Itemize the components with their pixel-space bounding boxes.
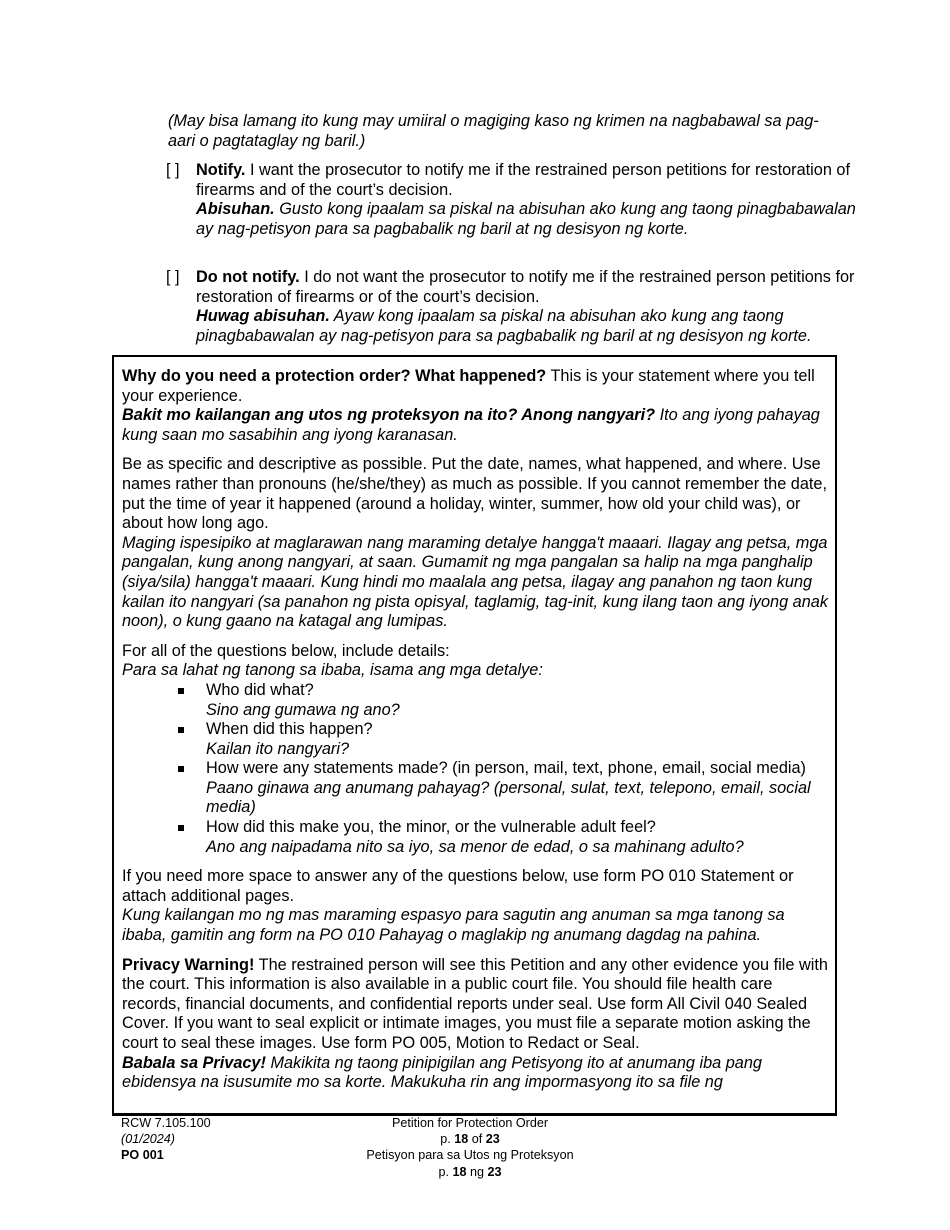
statement-box xyxy=(112,355,837,1116)
list-item: How were any statements made? (in person, mail, text, phone, email, social media) Paano ginawa ang anumang pahayag? (personal, sulat, text, telepono, email, social media) xyxy=(178,759,830,818)
list-item: Who did what? Sino ang gumawa ng ano? xyxy=(178,681,830,720)
footer-page-tl: p. 18 ng 23 xyxy=(438,1164,502,1179)
privacy-tl: Makikita ng taong pinipigilan ang Petisyong ito at anumang iba pang ebidensya na isusumite mo sa korte. Makukuha rin ang impormasyong ito sa file ng xyxy=(122,1053,762,1092)
footer-center xyxy=(320,1115,620,1180)
notify-title: Notify. xyxy=(196,161,246,179)
list-item: How did this make you, the minor, or the vulnerable adult feel? Ano ang naipadama nito sa iyo, sa menor de edad, o sa mahinang adulto? xyxy=(178,818,830,857)
footer-date: (01/2024) xyxy=(121,1132,175,1147)
do-not-notify-text: I do not want the prosecutor to notify me if the restrained person petitions for restoration of firearms or of the court’s decision. xyxy=(196,268,855,306)
privacy-warning xyxy=(122,956,830,1093)
footer-title-tl: Petisyon para sa Utos ng Proteksyon xyxy=(366,1148,574,1163)
space-en: If you need more space to answer any of the questions below, use form PO 010 Statement or attach additional pages. xyxy=(122,867,794,905)
questions-intro xyxy=(122,642,830,681)
heading-tl-rest: Ito ang iyong pahayag kung saan mo sasabihin ang iyong karanasan. xyxy=(122,406,820,444)
footer-left xyxy=(121,1115,321,1164)
specific-instructions xyxy=(122,455,830,631)
privacy-title-tl: Babala sa Privacy! xyxy=(122,1053,266,1072)
space-tl: Kung kailangan mo ng mas maraming espasyo para sagutin ang anuman sa mga tanong sa ibaba, gamitin ang form na PO 010 Pahayag o maglakip ng anumang dagdag na pahina. xyxy=(122,906,785,945)
questions-list xyxy=(122,681,830,857)
heading-en-rest: This is your statement where you tell your experience. xyxy=(122,367,815,405)
do-not-notify-title-tl: Huwag abisuhan. xyxy=(196,307,330,326)
privacy-title-en: Privacy Warning! xyxy=(122,955,255,974)
heading-tl: Bakit mo kailangan ang utos ng proteksyon na ito? Anong nangyari? xyxy=(122,406,656,425)
footer-rcw: RCW 7.105.100 xyxy=(121,1116,211,1130)
intro-note: (May bisa lamang ito kung may umiiral o magiging kaso ng krimen na nagbabawal sa pag-aari o pagtataglay ng baril.) xyxy=(168,112,819,150)
specific-tl: Maging ispesipiko at maglarawan nang maraming detalye hangga't maaari. Ilagay ang petsa, mga pangalan, kung anong nangyari, at saan. Gumamit ng mga pangalan sa halip na mga panghalip (siya/sila) hangga't maaari. Kung hindi mo maalala ang petsa, ilagay ang panahon ng taon kung kailan ito nangyari (sa panahon ng pista opisyal, taglamig, tag-init, kung ilang taon ang iyong anak noon), o kung gaano na katagal ang lumipas. xyxy=(122,533,828,631)
specific-en: Be as specific and descriptive as possible. Put the date, names, what happened, and where. Use names rather than pronouns (he/she/they) as much as possible. If you cannot remember the date, put the time of year it happened (around a holiday, winter, summer, how old your child was), or about how long ago. xyxy=(122,455,828,533)
do-not-notify-text-tl: Ayaw kong ipaalam sa piskal na abisuhan ako kung ang taong pinagbabawalan ay nag-petisyon para sa pagbabalik ng baril at ng desisyon ng korte. xyxy=(196,307,812,345)
privacy-en: The restrained person will see this Petition and any other evidence you file with the court. This information is also available in a public court file. You should file health care records, financial documents, and confidential reports under seal. Use form All Civil 040 Sealed Cover. If you want to seal explicit or intimate images, you must file a separate motion asking the court to seal these images. Use form PO 005, Motion to Redact or Seal. xyxy=(122,955,828,1052)
footer-form-number: PO 001 xyxy=(121,1148,164,1163)
do-not-notify-option xyxy=(166,268,856,346)
do-not-notify-checkbox[interactable]: [ ] xyxy=(166,268,180,286)
questions-intro-en: For all of the questions below, include details: xyxy=(122,641,450,660)
notify-text: I want the prosecutor to notify me if the restrained person petitions for restoration of firearms and of the court’s decision. xyxy=(196,161,850,199)
notify-title-tl: Abisuhan. xyxy=(196,200,275,219)
more-space-note xyxy=(122,867,830,945)
footer-page-en: p. 18 of 23 xyxy=(440,1132,500,1147)
footer-title-en: Petition for Protection Order xyxy=(391,1116,549,1130)
heading-en: Why do you need a protection order? What happened? xyxy=(122,367,547,385)
list-item: When did this happen? Kailan ito nangyari? xyxy=(178,720,830,759)
notify-text-tl: Gusto kong ipaalam sa piskal na abisuhan ako kung ang taong pinagbabawalan ay nag-petisyon para sa pagbabalik ng baril at ng desisyon ng korte. xyxy=(196,200,856,238)
questions-intro-tl: Para sa lahat ng tanong sa ibaba, isama ang mga detalye: xyxy=(122,661,543,680)
notify-checkbox[interactable]: [ ] xyxy=(166,161,180,179)
do-not-notify-title: Do not notify. xyxy=(196,268,300,286)
notify-option xyxy=(166,161,856,239)
statement-heading xyxy=(122,367,830,445)
